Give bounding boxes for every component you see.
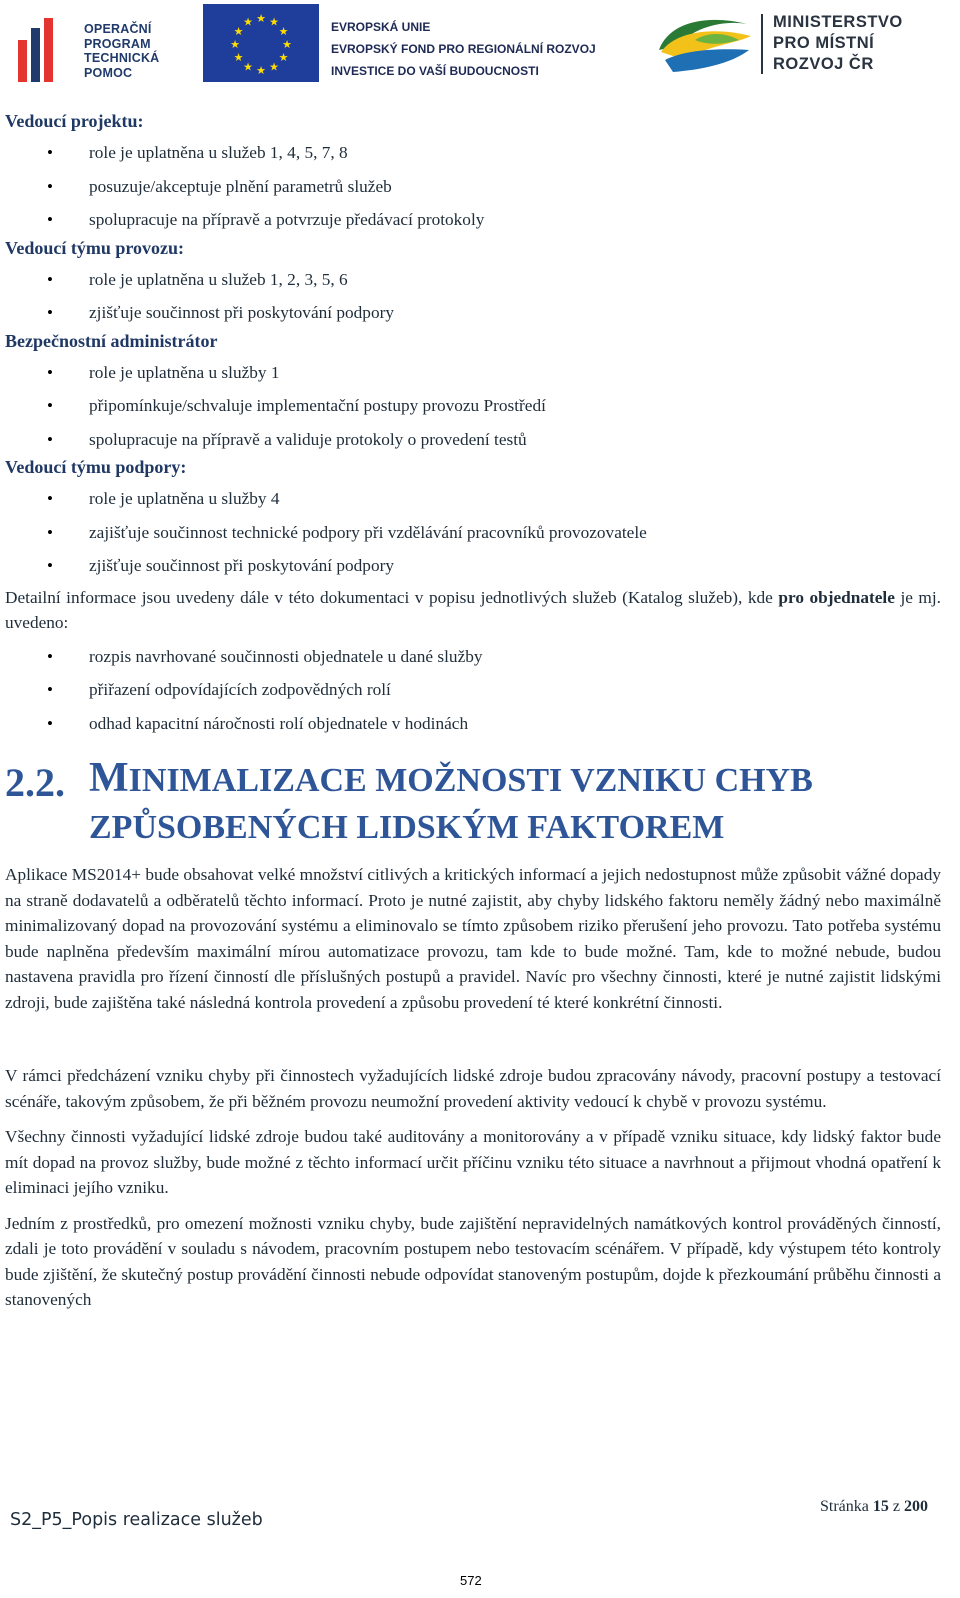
op-logo-line: OPERAČNÍ — [84, 22, 152, 36]
svg-text:★: ★ — [278, 51, 289, 64]
svg-text:★: ★ — [233, 51, 244, 64]
list-item: • rozpis navrhované součinnosti objednatele u dané služby — [5, 640, 941, 674]
mmr-logo — [655, 4, 955, 84]
document-body — [5, 110, 941, 1313]
role-bullet-list — [5, 482, 941, 583]
section-title-line: ZPŮSOBENÝCH LIDSKÝM FAKTOREM — [89, 809, 725, 846]
list-item: • role je uplatněna u služeb 1, 4, 5, 7, 8 — [5, 136, 941, 170]
detail-bullet-list — [5, 640, 941, 741]
eu-logo — [203, 4, 623, 84]
svg-text:★: ★ — [282, 38, 292, 51]
body-paragraph: Všechny činnosti vyžadující lidské zdroje budou také auditovány a monitorovány a v případě vzniku situace, kdy lidský faktor bude mít dopad na provoz služby, bude možné z těchto informací určit příčinu vzniku této situace a navrhnout a přijmout vhodná opatření k eliminaci jejího vzniku. — [5, 1127, 941, 1197]
sheet-number: 572 — [460, 1573, 482, 1588]
page-total: 200 — [903, 1498, 928, 1515]
section-number: 2.2. — [5, 760, 65, 805]
list-item: • role je uplatněna u služby 4 — [5, 482, 941, 516]
list-item: • zjišťuje součinnost při poskytování podpory — [5, 296, 941, 330]
role-section — [5, 237, 941, 330]
svg-text:★: ★ — [230, 38, 240, 51]
list-item: • spolupracuje na přípravě a potvrzuje předávací protokoly — [5, 203, 941, 237]
mmr-divider — [761, 14, 763, 74]
list-item: • zjišťuje součinnost při poskytování podpory — [5, 549, 941, 583]
list-item: • spolupracuje na přípravě a validuje protokoly o provedení testů — [5, 423, 941, 457]
detail-paragraph — [5, 585, 941, 636]
svg-text:★: ★ — [243, 60, 253, 74]
page-label: z — [888, 1498, 904, 1515]
role-section — [5, 330, 941, 457]
svg-text:★: ★ — [243, 15, 253, 29]
eu-logo-line: EVROPSKÁ UNIE — [331, 20, 431, 34]
mmr-logo-text — [773, 12, 903, 75]
section-title-line — [89, 754, 813, 805]
list-item: • role je uplatněna u služby 1 — [5, 356, 941, 390]
list-item: • role je uplatněna u služeb 1, 2, 3, 5, 6 — [5, 263, 941, 297]
mmr-emblem-icon — [655, 10, 755, 80]
svg-text:★: ★ — [269, 15, 279, 29]
mmr-logo-line: MINISTERSTVO — [773, 13, 903, 31]
list-item: • posuzuje/akceptuje plnění parametrů služeb — [5, 170, 941, 204]
eu-flag-icon — [203, 4, 319, 82]
role-bullet-list — [5, 356, 941, 457]
role-heading: Bezpečnostní administrátor — [5, 330, 218, 351]
list-item: • zajišťuje součinnost technické podpory při vzdělávání pracovníků provozovatele — [5, 516, 941, 550]
detail-text: Detailní informace jsou uvedeny dále v této dokumentaci v popisu jednotlivých služeb (Katalog služeb), kde — [5, 587, 779, 607]
op-logo-line: POMOC — [84, 65, 133, 80]
role-bullet-list — [5, 263, 941, 330]
svg-text:★: ★ — [233, 25, 244, 38]
role-heading: Vedoucí týmu provozu: — [5, 237, 185, 258]
mmr-logo-line: ROZVOJ ČR — [773, 55, 874, 73]
op-logo-line: PROGRAM — [84, 36, 151, 51]
op-logo-line: TECHNICKÁ — [84, 51, 160, 65]
role-section — [5, 110, 941, 237]
mmr-logo-line: PRO MÍSTNÍ — [773, 34, 875, 52]
page-number: 15 — [872, 1498, 889, 1515]
eu-logo-line: INVESTICE DO VAŠÍ BUDOUCNOSTI — [331, 64, 539, 78]
detail-bold-text: pro objednatele — [778, 587, 895, 607]
footer-page-info — [820, 1498, 928, 1516]
role-heading: Vedoucí týmu podpory: — [5, 457, 187, 477]
eu-logo-text — [331, 19, 596, 85]
op-bars-icon — [18, 18, 58, 82]
body-paragraph: Aplikace MS2014+ bude obsahovat velké množství citlivých a kritických informací a jejich nedostupnost může způsobit vážné dopady na straně dodavatelů a odběratelů těchto informací. Proto je nutné zajistit, aby chyby lidského faktoru neměly žádný nebo maximálně minimalizovaný dopad na provozování systému a eliminovalo se tímto způsobem riziko přerušení jeho provozu. Tato potřeba systému bude naplněna především maximální mírou automatizace provozu, tam kde to bude možné. Tam, kde to možné nebude, budou nastavena pravidla pro řízení činností dle příslušných postupů a pravidel. Navíc pro všechny činnosti, které je nutné zajistit lidskými zdroji, bude zajištěna také následná kontrola provedení a způsobu provedení té které konkrétní činnosti. — [5, 865, 941, 1012]
page-header — [0, 0, 960, 92]
page-label: Stránka — [820, 1498, 873, 1515]
footer-doc-name: S2_P5_Popis realizace služeb — [10, 1510, 263, 1530]
section-heading — [5, 752, 941, 870]
svg-text:★: ★ — [269, 60, 279, 74]
role-bullet-list — [5, 136, 941, 237]
list-item: • připomínkuje/schvaluje implementační postupy provozu Prostředí — [5, 389, 941, 423]
role-section — [5, 456, 941, 583]
svg-text:★: ★ — [278, 25, 289, 38]
op-tp-logo — [18, 4, 188, 84]
list-item: • odhad kapacitní náročnosti rolí objednatele v hodinách — [5, 707, 941, 741]
section-title-cap: M — [89, 755, 129, 801]
list-item: • přiřazení odpovídajících zodpovědných rolí — [5, 673, 941, 707]
svg-text:★: ★ — [256, 64, 266, 77]
body-paragraph: Jedním z prostředků, pro omezení možnosti vzniku chyby, bude zajištění nepravidelných namátkových kontrol prováděných činností, zdali je toto provádění v souladu s návodem, pracovním postupem nebo testovacím scénářem. V případě, kdy výstupem této kontroly bude zjištění, že skutečný postup provádění činnosti nebude odpovídat stanoveným postupům, dojde k přezkoumání průběhu činnosti a stanovených — [5, 1213, 941, 1309]
op-logo-text — [84, 22, 159, 80]
body-paragraph: V rámci předcházení vzniku chyby při činnostech vyžadujících lidské zdroje budou zpracovány návody, pracovní postupy a testovací scénáře, takovým způsobem, že při běžném provozu neumožní provedení aktivity vedoucí k chybě v provozu systému. — [5, 1066, 941, 1111]
detail-text: je mj. uvedeno: — [5, 587, 941, 632]
role-heading: Vedoucí projektu: — [5, 111, 144, 131]
section-title-rest: INIMALIZACE MOŽNOSTI VZNIKU CHYB — [128, 762, 813, 799]
eu-logo-line: EVROPSKÝ FOND PRO REGIONÁLNÍ ROZVOJ — [331, 42, 596, 56]
svg-text:★: ★ — [256, 12, 266, 25]
